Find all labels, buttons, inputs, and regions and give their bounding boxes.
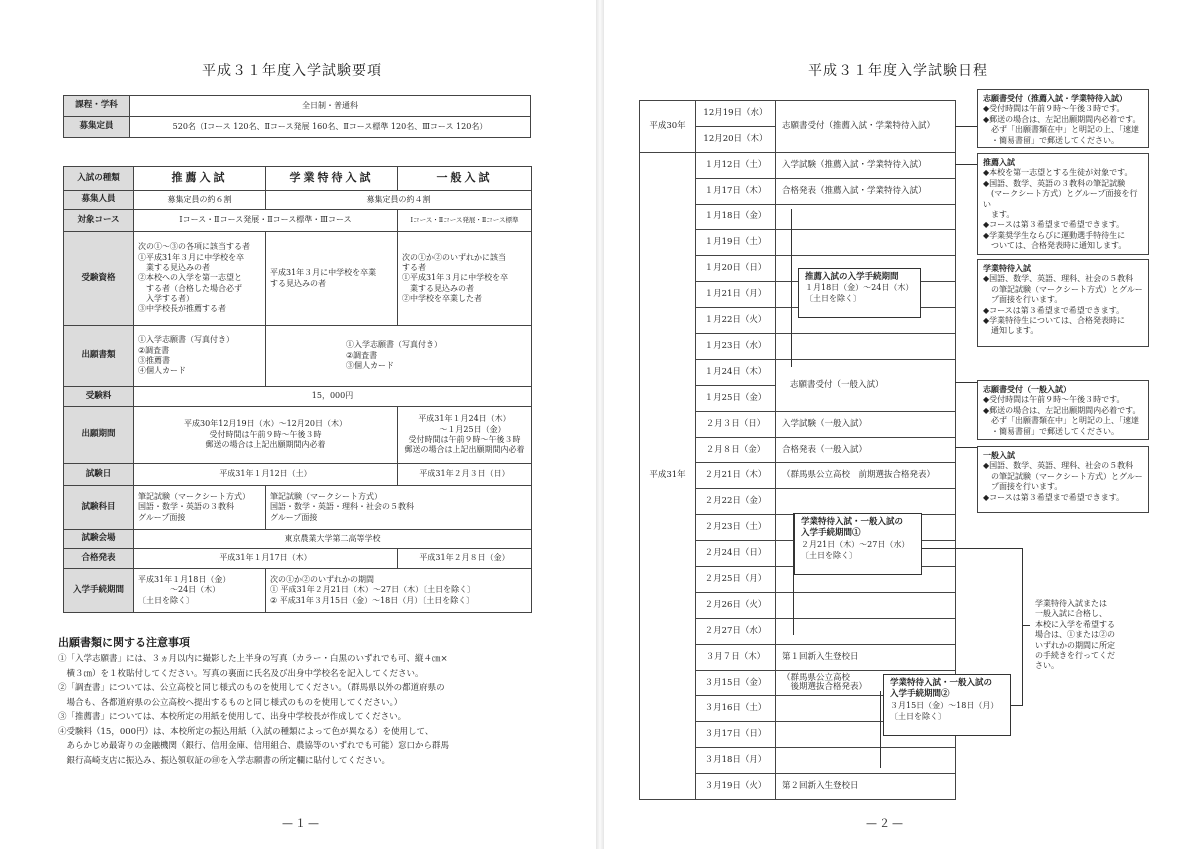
side-box-body: ◆国語、数学、英語、理科、社会の５教科 の筆記試験（マークシート方式）とグルー プ面接を行います。 ◆コースは第３希望まで希望できます。 bbox=[983, 461, 1143, 502]
suisen-period-box bbox=[798, 268, 921, 318]
period-2-title: 学業特待入試・一般入試の 入学手続期間② bbox=[890, 678, 993, 700]
period-2-note: 〔土日を除く〕 bbox=[890, 711, 946, 721]
kamoku-other: 筆記試験（マークシート方式） 国語・数学・英語・理科・社会の５教科 グループ面接 bbox=[266, 486, 532, 530]
event-cell: 入学試験（推薦入試・学業特待入試） bbox=[776, 152, 956, 178]
notes-heading: 出願書類に関する注意事項 bbox=[58, 636, 190, 649]
page-gutter bbox=[596, 0, 604, 849]
shorui-other: ①入学志願書（写真付き） ②調査書 ③個人カード bbox=[266, 326, 532, 387]
happyo-ippan: 平成31年２月８日（金） bbox=[398, 549, 532, 569]
side-note-tetsuzuki: 学業特待入試または 一般入試に合格し、 本校に入学を希望する 場合は、①または②の いずれかの期間に所定 の手続きを行ってくだ さい。 bbox=[1030, 596, 1140, 688]
suisen-period-title: 推薦入試の入学手続期間 bbox=[805, 272, 899, 282]
date-cell: ２月３日（日） bbox=[696, 411, 776, 437]
label-kamoku: 試験科目 bbox=[64, 486, 134, 530]
connector-line bbox=[955, 382, 977, 383]
period-2-box bbox=[883, 674, 1011, 736]
label-boshu-jinin: 募集人員 bbox=[64, 191, 134, 210]
event-cell: 志願書受付（一般入試） bbox=[776, 359, 956, 411]
shikaku-suisen: 次の①～③の各項に該当する者 ①平成31年３月に中学校を卒 業する見込みの者 ②本校への入学を第一志望と する者（合格した場合必ず 入学する者） ③中学校長が推薦する者 bbox=[134, 232, 266, 326]
date-cell: ３月18日（月） bbox=[696, 748, 776, 774]
suisen-period-note: 〔土日を除く〕 bbox=[805, 294, 861, 304]
date-cell: ３月７日（木） bbox=[696, 644, 776, 670]
event-cell bbox=[776, 618, 956, 644]
connector-line bbox=[955, 126, 977, 127]
label-shikenbi: 試験日 bbox=[64, 464, 134, 486]
date-cell: １月24日（木） bbox=[696, 359, 776, 385]
exam-type-ippan: 一般入試 bbox=[398, 167, 532, 191]
connector-line bbox=[922, 548, 1022, 549]
event-cell: 第１回新入生登校日 bbox=[776, 644, 956, 670]
happyo-sc: 平成31年１月17日（木） bbox=[134, 549, 398, 569]
kamoku-suisen: 筆記試験（マークシート方式） 国語・数学・英語の３教科 グループ面接 bbox=[134, 486, 266, 530]
label-kaijo: 試験会場 bbox=[64, 530, 134, 549]
era-cell: 平成31年 bbox=[640, 152, 696, 799]
date-cell: ２月24日（日） bbox=[696, 541, 776, 567]
tetsuzuki-other: 次の①か②のいずれかの期間 ① 平成31年２月21日（木）～27日（木）〔土日を除く〕 ② 平成31年３月15日（金）～18日（月）〔土日を除く〕 bbox=[266, 569, 532, 613]
note-item: ①「入学志願書」には、３ヵ月以内に撮影した上半身の写真（カラー・白黒のいずれでも可、縦４㎝× 横３㎝）を１枚貼付してください。写真の裏面に氏名及び出身中学校名を記入してください。 bbox=[58, 654, 448, 679]
label-ryo: 受験料 bbox=[64, 387, 134, 407]
date-cell: １月17日（木） bbox=[696, 178, 776, 204]
label-shikaku: 受験資格 bbox=[64, 232, 134, 326]
page-title-right: 平成３１年度入学試験日程 bbox=[808, 63, 988, 79]
page-number-left: —１— bbox=[282, 817, 321, 830]
side-box-title: 志願書受付（一般入試） bbox=[983, 384, 1071, 394]
side-box-title: 志願書受付（推薦入試・学業特待入試） bbox=[983, 93, 1127, 103]
shorui-suisen: ①入学志願書（写真付き） ②調査書 ③推薦書 ④個人カード bbox=[134, 326, 266, 387]
boshu-other: 募集定員の約４割 bbox=[266, 191, 532, 210]
date-cell: ２月８日（金） bbox=[696, 437, 776, 463]
shikenbi-sc: 平成31年１月12日（土） bbox=[134, 464, 398, 486]
summary-table bbox=[63, 95, 531, 138]
suisen-period-dates: １月18日（金）～24日（木） bbox=[805, 283, 914, 293]
period-1-title: 学業特待入試・一般入試の 入学手続期間① bbox=[801, 517, 904, 539]
page-title-left: 平成３１年度入学試験要項 bbox=[202, 63, 382, 79]
label-shorui: 出願書類 bbox=[64, 326, 134, 387]
date-cell: ３月16日（土） bbox=[696, 696, 776, 722]
connector-line bbox=[1011, 705, 1022, 706]
side-box-ippan bbox=[977, 446, 1149, 513]
label-katei: 課程・学科 bbox=[64, 96, 130, 117]
side-box-shigan-sc bbox=[977, 89, 1149, 148]
date-cell: ３月17日（日） bbox=[696, 722, 776, 748]
connector-line bbox=[1022, 625, 1030, 626]
notes-section bbox=[58, 634, 534, 768]
date-cell: ３月15日（金） bbox=[696, 670, 776, 696]
period-1-dates: ２月21日（木）～27日（水） bbox=[801, 539, 910, 549]
event-cell bbox=[776, 748, 956, 774]
event-cell: 入学試験（一般入試） bbox=[776, 411, 956, 437]
page-number-right: —２— bbox=[866, 817, 905, 830]
exam-table bbox=[63, 166, 532, 613]
shikenbi-ippan: 平成31年２月３日（日） bbox=[398, 464, 532, 486]
event-cell bbox=[776, 230, 956, 256]
period-1-note: 〔土日を除く〕 bbox=[801, 550, 857, 560]
kaijo-value: 東京農業大学第二高等学校 bbox=[134, 530, 532, 549]
label-course: 対象コース bbox=[64, 210, 134, 232]
connector-line bbox=[1022, 548, 1023, 706]
event-cell: 第２回新入生登校日 bbox=[776, 774, 956, 800]
side-box-tokutai bbox=[977, 259, 1149, 347]
date-cell: １月23日（水） bbox=[696, 334, 776, 360]
date-cell: １月12日（土） bbox=[696, 152, 776, 178]
course-ippan: Ⅰコース・Ⅱコース発展・Ⅱコース標準 bbox=[398, 210, 532, 232]
value-katei: 全日制・普通科 bbox=[130, 96, 531, 117]
connector-line bbox=[955, 164, 977, 165]
date-cell: 12月19日（水） bbox=[696, 101, 776, 127]
date-cell: 12月20日（木） bbox=[696, 126, 776, 152]
side-box-suisen bbox=[977, 153, 1149, 255]
kikan-ippan: 平成31年１月24日（木） ～１月25日（金） 受付時間は午前９時～午後３時 郵送の場合は上記出願期間内必着 bbox=[398, 407, 532, 464]
label-boshu-teiin: 募集定員 bbox=[64, 117, 130, 138]
era-cell: 平成30年 bbox=[640, 101, 696, 153]
label-tetsuzuki: 入学手続期間 bbox=[64, 569, 134, 613]
event-cell bbox=[776, 592, 956, 618]
event-cell bbox=[776, 489, 956, 515]
connector-line bbox=[955, 447, 977, 448]
event-cell: 合格発表（一般入試） bbox=[776, 437, 956, 463]
side-box-body: ◆受付時間は午前９時～午後３時です。 ◆郵送の場合は、左記出願期間内必着です。 必ず「出願書類在中」と明記の上、「速達 ・簡易書留」で郵送してください。 bbox=[983, 104, 1141, 145]
ryo-value: 15，000円 bbox=[134, 387, 532, 407]
side-box-body: ◆本校を第一志望とする生徒が対象です。 ◆国語、数学、英語の３教科の筆記試験 (マークシート方式）とグループ面接を行い ます。 ◆コースは第３希望まで希望できます。 ◆学業奨学生ならびに運動選手特待生に ついては、合格発表時に通知します。 bbox=[983, 168, 1138, 251]
label-happyo: 合格発表 bbox=[64, 549, 134, 569]
date-cell: １月22日（火） bbox=[696, 308, 776, 334]
event-cell bbox=[776, 334, 956, 360]
event-cell: （群馬県公立高校 後期選抜合格発表） bbox=[776, 670, 956, 696]
date-cell: ３月19日（火） bbox=[696, 774, 776, 800]
date-cell: ２月22日（金） bbox=[696, 489, 776, 515]
event-cell: （群馬県公立高校 前期選抜合格発表） bbox=[776, 463, 956, 489]
kikan-sc: 平成30年12月19日（水）～12月20日（木） 受付時間は午前９時～午後３時 郵送の場合は上記出願期間内必着 bbox=[134, 407, 398, 464]
date-cell: ２月25日（月） bbox=[696, 567, 776, 593]
schedule-row bbox=[640, 152, 956, 178]
tetsuzuki-suisen: 平成31年１月18日（金） ～24日（木） 〔土日を除く〕 bbox=[134, 569, 266, 613]
date-cell: １月19日（土） bbox=[696, 230, 776, 256]
note-item: ③「推薦書」については、本校所定の用紙を使用して、出身中学校長が作成してください。 bbox=[58, 712, 407, 722]
side-box-body: ◆国語、数学、英語、理科、社会の５教科 の筆記試験（マークシート方式）とグルー プ面接を行います。 ◆コースは第３希望まで希望できます。 ◆学業特待生については、合格発表時に 通知します。 bbox=[983, 274, 1143, 336]
side-box-body: ◆受付時間は午前９時～午後３時です。 ◆郵送の場合は、左記出願期間内必着です。 必ず「出願書類在中」と明記の上、「速達 ・簡易書留」で郵送してください。 bbox=[983, 395, 1141, 436]
date-cell: ２月27日（水） bbox=[696, 618, 776, 644]
note-item: ④受験料（15，000円）は、本校所定の振込用紙（入試の種類によって色が異なる）を使用して、 あらかじめ最寄りの金融機関（銀行、信用金庫、信用組合、農協等のいずれでも可能）窓口から群馬 銀行高崎支店に振込み、振込領収証の㊞を入学志願書の所定欄に貼付してください。 bbox=[58, 726, 450, 766]
exam-type-suisen: 推薦入試 bbox=[134, 167, 266, 191]
side-box-title: 推薦入試 bbox=[983, 157, 1015, 167]
arrow-suisen-period bbox=[791, 209, 792, 367]
side-box-shigan-ippan bbox=[977, 380, 1149, 440]
schedule-row bbox=[640, 101, 956, 127]
side-box-title: 学業特待入試 bbox=[983, 263, 1031, 273]
date-cell: １月25日（金） bbox=[696, 385, 776, 411]
label-kikan: 出願期間 bbox=[64, 407, 134, 464]
side-box-title: 一般入試 bbox=[983, 450, 1015, 460]
value-boshu-teiin: 520名（Ⅰコース 120名、Ⅱコース発展 160名、Ⅱコース標準 120名、Ⅲコース 120名） bbox=[130, 117, 531, 138]
label-exam-type: 入試の種類 bbox=[64, 167, 134, 191]
period-2-dates: ３月15日（金）～18日（月） bbox=[890, 700, 999, 710]
shikaku-tokutai: 平成31年３月に中学校を卒業 する見込みの者 bbox=[266, 232, 398, 326]
shikaku-ippan: 次の①か②のいずれかに該当 する者 ①平成31年３月に中学校を卒 業する見込みの者 ②中学校を卒業した者 bbox=[398, 232, 532, 326]
event-cell: 合格発表（推薦入試・学業特待入試） bbox=[776, 178, 956, 204]
boshu-suisen: 募集定員の約６割 bbox=[134, 191, 266, 210]
date-cell: １月21日（月） bbox=[696, 282, 776, 308]
date-cell: ２月23日（土） bbox=[696, 515, 776, 541]
note-item: ②「調査書」については、公立高校と同じ様式のものを使用してください。（群馬県以外の都道府県の 場合も、各都道府県の公立高校へ提出するものと同じ様式のものを使用してください。） bbox=[58, 683, 445, 708]
arrow-period-2 bbox=[880, 691, 881, 768]
exam-type-tokutai: 学業特待入試 bbox=[266, 167, 398, 191]
event-cell bbox=[776, 204, 956, 230]
course-sc: Ⅰコース・Ⅱコース発展・Ⅱコース標準・Ⅲコース bbox=[134, 210, 398, 232]
date-cell: ２月26日（火） bbox=[696, 592, 776, 618]
period-1-box bbox=[794, 513, 922, 575]
event-cell: 志願書受付（推薦入試・学業特待入試） bbox=[776, 101, 956, 153]
date-cell: ２月21日（木） bbox=[696, 463, 776, 489]
date-cell: １月18日（金） bbox=[696, 204, 776, 230]
date-cell: １月20日（日） bbox=[696, 256, 776, 282]
